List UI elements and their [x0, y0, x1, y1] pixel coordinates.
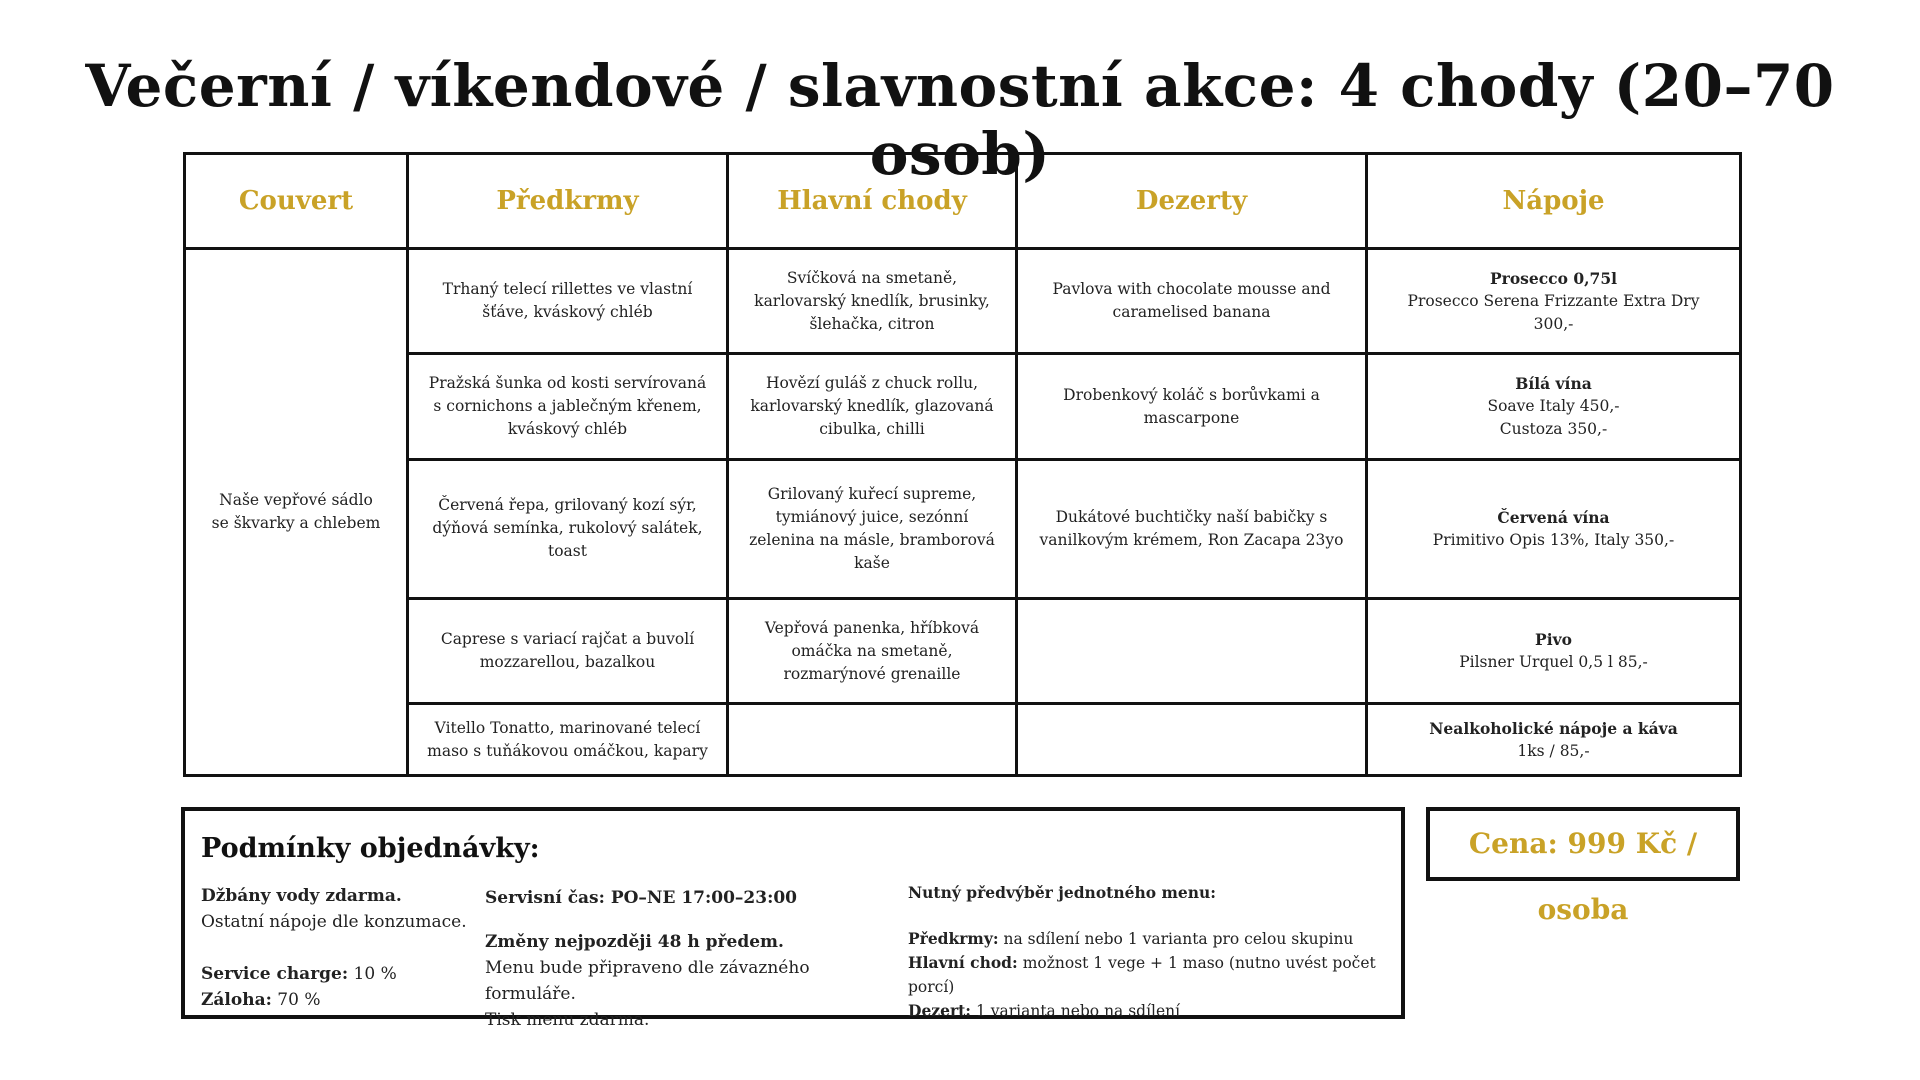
- menu-header-row: [185, 154, 1741, 249]
- deposit-value: 70 %: [277, 990, 321, 1010]
- header-napoje: Nápoje: [1367, 154, 1741, 249]
- dessert-cell: Pavlova with chocolate mousse and caramelised banana: [1017, 249, 1367, 354]
- changes-note: Změny nejpozději 48 h předem.: [485, 932, 784, 952]
- table-row: [185, 459, 1741, 598]
- preselection-heading: Nutný předvýběr jednotného menu:: [908, 883, 1216, 902]
- drink-name: Nealkoholické nápoje a káva: [1429, 718, 1678, 738]
- main-course-cell: Grilovaný kuřecí supreme, tymiánový juice, sezónní zelenina na másle, bramborová kaše: [728, 459, 1017, 598]
- form-note: Menu bude připraveno dle závazného formuláře.: [485, 958, 810, 1004]
- drink-cell: [1367, 249, 1741, 354]
- drink-cell: [1367, 354, 1741, 459]
- conditions-column-service: [485, 885, 905, 1033]
- price-box: [1426, 807, 1740, 926]
- dessert-cell: Drobenkový koláč s borůvkami a mascarpone: [1017, 354, 1367, 459]
- starters-value: na sdílení nebo 1 varianta pro celou skupinu: [1003, 930, 1354, 948]
- main-value: možnost 1 vege + 1 maso (nutno uvést počet porcí): [908, 954, 1376, 996]
- starter-cell: Červená řepa, grilovaný kozí sýr, dýňová semínka, rukolový salátek, toast: [408, 459, 728, 598]
- couvert-line: se škvarky a chlebem: [211, 514, 381, 532]
- header-couvert: Couvert: [185, 154, 408, 249]
- dessert-value: 1 varianta nebo na sdílení: [975, 1002, 1181, 1020]
- dessert-cell: [1017, 598, 1367, 703]
- header-dezerty: Dezerty: [1017, 154, 1367, 249]
- drink-detail: Soave Italy 450,-: [1487, 397, 1620, 416]
- service-charge-value: 10 %: [353, 964, 397, 984]
- conditions-title: Podmínky objednávky:: [201, 833, 540, 864]
- service-time: Servisní čas: PO–NE 17:00–23:00: [485, 888, 798, 908]
- deposit-label: Záloha:: [201, 990, 272, 1010]
- conditions-column-water: [201, 883, 471, 1013]
- drink-detail: Custoza 350,-: [1499, 420, 1608, 439]
- main-course-cell: Svíčková na smetaně, karlovarský knedlík, brusinky, šlehačka, citron: [728, 249, 1017, 354]
- drink-detail: Prosecco Serena Frizzante Extra Dry 300,-: [1407, 291, 1700, 333]
- drink-name: Červená vína: [1497, 507, 1610, 527]
- dessert-cell: Dukátové buchtičky naší babičky s vanilkovým krémem, Ron Zacapa 23yo: [1017, 459, 1367, 598]
- conditions-column-preselection: [908, 881, 1403, 1023]
- starter-cell: Pražská šunka od kosti servírovaná s cornichons a jablečným křenem, kváskový chléb: [408, 354, 728, 459]
- starter-cell: Vitello Tonatto, marinované telecí maso s tuňákovou omáčkou, kapary: [408, 704, 728, 776]
- service-charge-label: Service charge:: [201, 964, 349, 984]
- drink-detail: Primitivo Opis 13%, Italy 350,-: [1432, 530, 1675, 549]
- drink-detail: Pilsner Urquel 0,5 l 85,-: [1459, 653, 1648, 672]
- drink-cell: [1367, 704, 1741, 776]
- price-label: Cena: 999 Kč / osoba: [1468, 827, 1698, 926]
- starter-cell: Caprese s variací rajčat a buvolí mozzarellou, bazalkou: [408, 598, 728, 703]
- table-row: [185, 249, 1741, 354]
- table-row: [185, 704, 1741, 776]
- page-title: Večerní / víkendové / slavnostní akce: 4 chody (20–70 osob): [85, 52, 1835, 188]
- menu-table: [183, 152, 1742, 777]
- couvert-line: Naše vepřové sádlo: [219, 491, 373, 509]
- main-label: Hlavní chod:: [908, 953, 1018, 972]
- table-row: [185, 354, 1741, 459]
- drink-name: Bílá vína: [1515, 374, 1592, 394]
- starter-cell: Trhaný telecí rillettes ve vlastní šťáve, kváskový chléb: [408, 249, 728, 354]
- drink-cell: [1367, 459, 1741, 598]
- header-predkrmy: Předkrmy: [408, 154, 728, 249]
- drink-cell: [1367, 598, 1741, 703]
- couvert-cell: [185, 249, 408, 776]
- main-course-cell: [728, 704, 1017, 776]
- drink-detail: 1ks / 85,-: [1517, 741, 1590, 760]
- drinks-note: Ostatní nápoje dle konzumace.: [201, 912, 467, 932]
- dessert-label: Dezert:: [908, 1001, 972, 1020]
- order-conditions-box: [181, 807, 1405, 1030]
- starters-label: Předkrmy:: [908, 929, 999, 948]
- drink-name: Pivo: [1535, 630, 1572, 650]
- main-course-cell: Vepřová panenka, hříbková omáčka na smetaně, rozmarýnové grenaille: [728, 598, 1017, 703]
- table-row: [185, 598, 1741, 703]
- dessert-cell: [1017, 704, 1367, 776]
- main-course-cell: Hovězí guláš z chuck rollu, karlovarský knedlík, glazovaná cibulka, chilli: [728, 354, 1017, 459]
- drink-name: Prosecco 0,75l: [1490, 268, 1617, 288]
- water-note: Džbány vody zdarma.: [201, 886, 402, 906]
- print-note: Tisk menu zdarma.: [485, 1010, 650, 1030]
- header-hlavni-chody: Hlavní chody: [728, 154, 1017, 249]
